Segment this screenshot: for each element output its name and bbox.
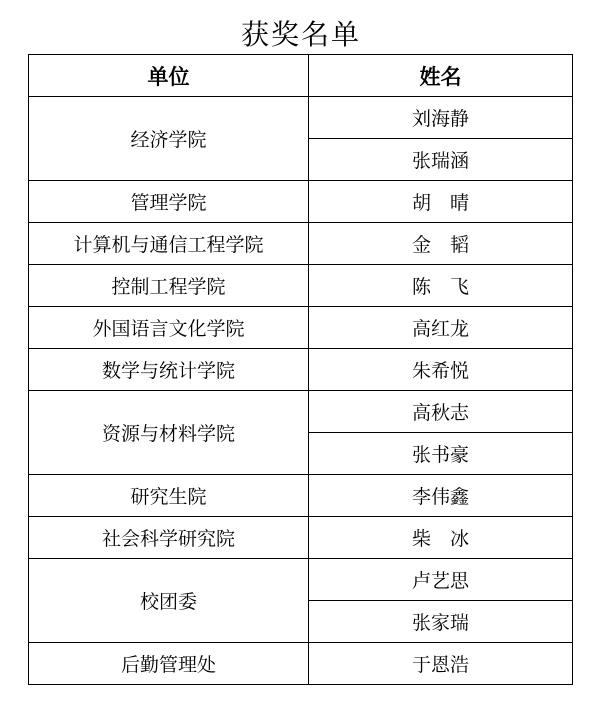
table-row <box>29 559 573 601</box>
table-body <box>29 97 573 685</box>
name-cell: 张瑞涵 <box>309 139 573 181</box>
unit-cell: 计算机与通信工程学院 <box>29 223 309 265</box>
name-cell: 柴 冰 <box>309 517 573 559</box>
table-row <box>29 475 573 517</box>
name-cell: 高秋志 <box>309 391 573 433</box>
unit-cell: 社会科学研究院 <box>29 517 309 559</box>
page-title: 获奖名单 <box>240 18 361 51</box>
table-header-row <box>29 55 573 97</box>
unit-cell: 研究生院 <box>29 475 309 517</box>
header-name: 姓名 <box>309 55 573 97</box>
unit-cell: 控制工程学院 <box>29 265 309 307</box>
name-cell: 刘海静 <box>309 97 573 139</box>
header-unit: 单位 <box>29 55 309 97</box>
unit-cell: 资源与材料学院 <box>29 391 309 475</box>
unit-cell: 校团委 <box>29 559 309 643</box>
name-cell: 张家瑞 <box>309 601 573 643</box>
unit-cell: 后勤管理处 <box>29 643 309 685</box>
name-cell: 高红龙 <box>309 307 573 349</box>
unit-cell: 数学与统计学院 <box>29 349 309 391</box>
table-row <box>29 97 573 139</box>
table-row <box>29 643 573 685</box>
table-row <box>29 307 573 349</box>
name-cell: 卢艺思 <box>309 559 573 601</box>
unit-cell: 管理学院 <box>29 181 309 223</box>
award-list-table <box>28 54 573 685</box>
name-cell: 陈 飞 <box>309 265 573 307</box>
table-row <box>29 349 573 391</box>
table-row <box>29 517 573 559</box>
table-row <box>29 181 573 223</box>
table-row <box>29 223 573 265</box>
name-cell: 于恩浩 <box>309 643 573 685</box>
name-cell: 朱希悦 <box>309 349 573 391</box>
unit-cell: 外国语言文化学院 <box>29 307 309 349</box>
name-cell: 胡 晴 <box>309 181 573 223</box>
table-row <box>29 265 573 307</box>
name-cell: 金 韬 <box>309 223 573 265</box>
table-row <box>29 391 573 433</box>
unit-cell: 经济学院 <box>29 97 309 181</box>
name-cell: 张书豪 <box>309 433 573 475</box>
name-cell: 李伟鑫 <box>309 475 573 517</box>
